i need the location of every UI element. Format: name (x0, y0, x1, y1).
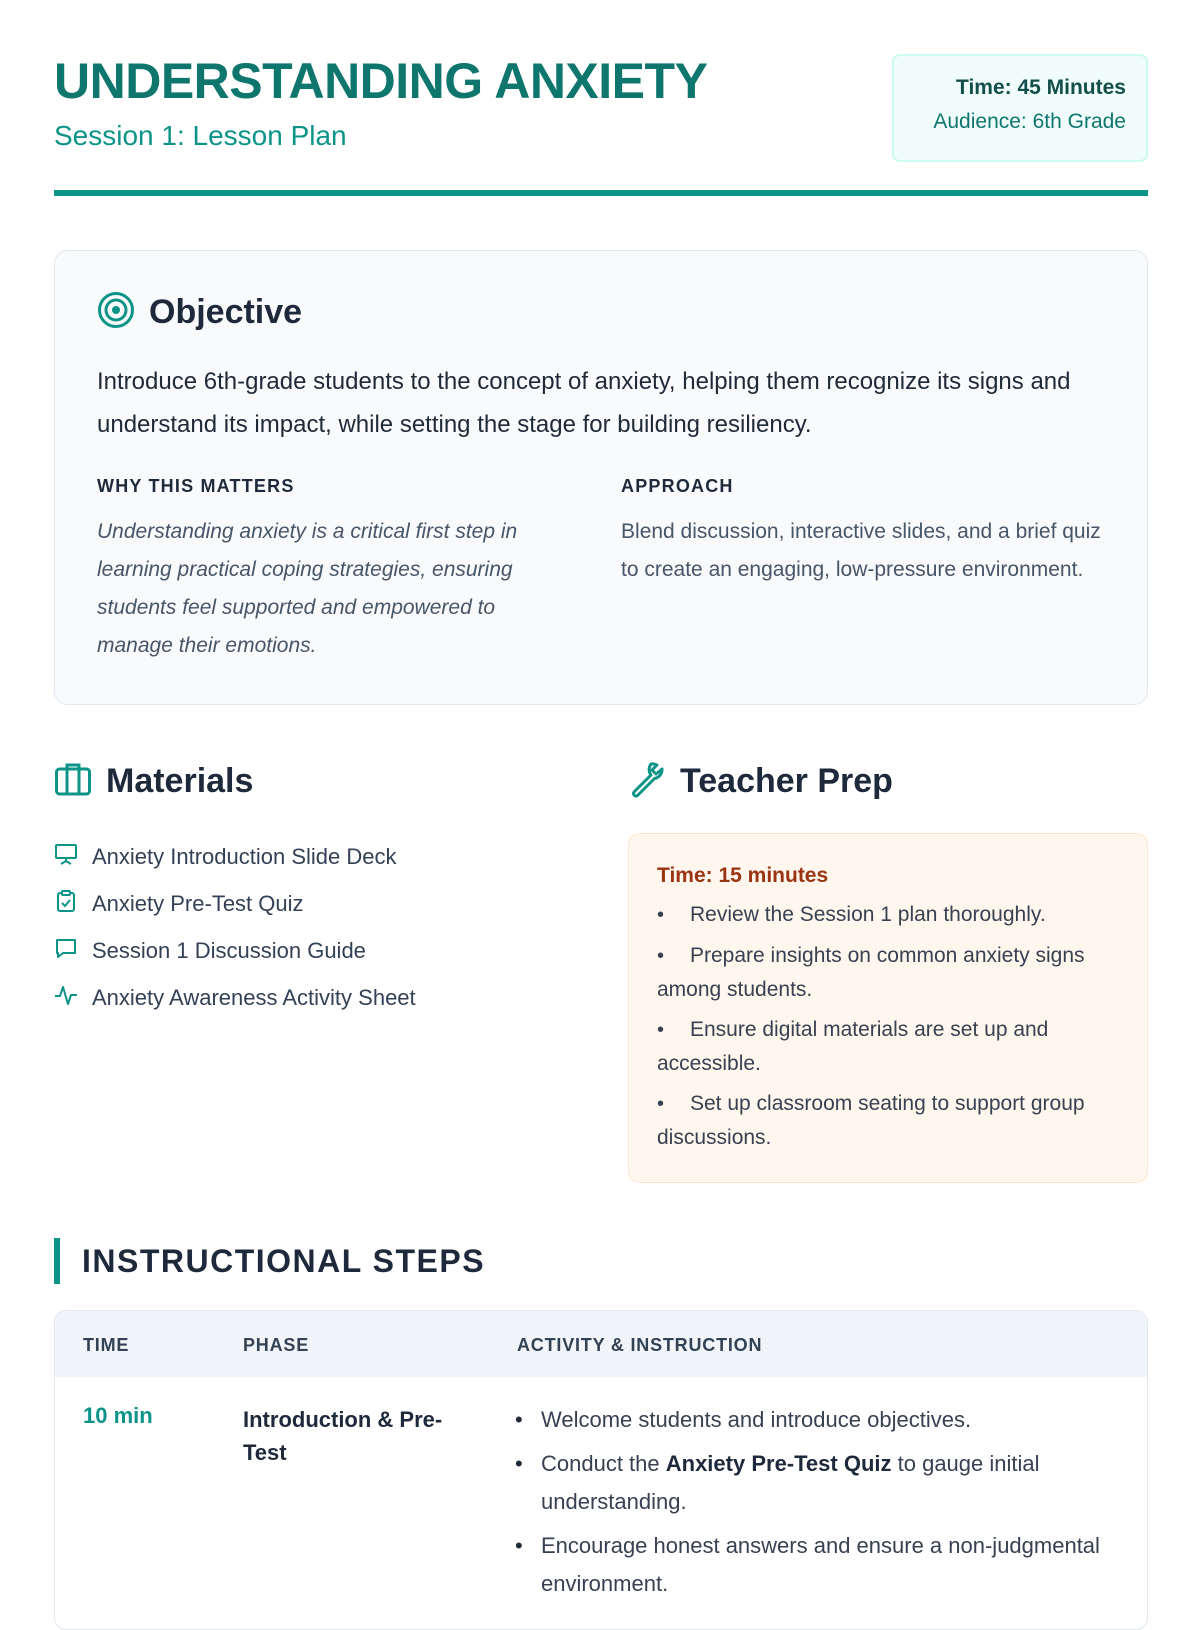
approach-text: Blend discussion, interactive slides, and a brief quiz to create an engaging, low-pressure environment. (621, 520, 1101, 581)
why-this-matters (97, 476, 566, 665)
list-item (515, 1445, 1115, 1521)
page-subtitle: Session 1: Lesson Plan (54, 120, 347, 151)
activity-text: Welcome students and introduce objectives. (541, 1407, 972, 1432)
list-item (515, 1527, 1115, 1603)
list-item: • Review the Session 1 plan thoroughly. (657, 903, 1046, 926)
step-activities (515, 1401, 1115, 1609)
clipboard-check-icon (54, 889, 78, 919)
prep-item-text: Review the Session 1 plan thoroughly. (690, 903, 1046, 926)
session-meta-box (892, 54, 1148, 162)
prep-item-text: Ensure digital materials are set up and accessible. (657, 1018, 1049, 1075)
page-title: UNDERSTANDING ANXIETY (54, 53, 708, 109)
section-accent-bar (54, 1238, 60, 1284)
header (54, 0, 1148, 198)
session-audience: Audience: 6th Grade (933, 110, 1126, 133)
list-item (54, 880, 574, 927)
list-item (54, 927, 574, 974)
steps-table (54, 1310, 1148, 1630)
why-label: WHY THIS MATTERS (97, 476, 295, 496)
instructional-steps-header (54, 1238, 485, 1284)
teacher-prep-heading: Teacher Prep (680, 762, 893, 800)
materials-heading: Materials (106, 762, 254, 800)
approach (621, 476, 1105, 665)
material-label: Anxiety Awareness Activity Sheet (92, 984, 416, 1010)
briefcase-icon (54, 760, 92, 803)
material-label: Anxiety Introduction Slide Deck (92, 843, 397, 869)
activity-list (515, 1401, 1115, 1603)
material-label: Session 1 Discussion Guide (92, 937, 366, 963)
table-header (55, 1311, 1147, 1377)
step-phase: Introduction & Pre-Test (243, 1407, 443, 1465)
list-item (515, 1401, 1115, 1439)
list-item: • Prepare insights on common anxiety signs among students. (657, 944, 1085, 1001)
prep-list (657, 898, 1119, 1154)
activity-text: Encourage honest answers and ensure a non-judgmental environment. (541, 1533, 1100, 1596)
list-item: • Ensure digital materials are set up and accessible. (657, 1018, 1049, 1075)
header-divider (54, 190, 1148, 196)
list-item: • Set up classroom seating to support group discussions. (657, 1092, 1085, 1149)
activity-pulse-icon (54, 983, 78, 1013)
activity-text: to gauge initial understanding. (541, 1451, 1040, 1514)
materials-list (54, 833, 574, 1021)
presentation-icon (54, 842, 78, 872)
instructional-steps-heading: INSTRUCTIONAL STEPS (82, 1242, 486, 1279)
activity-emphasis: Anxiety Pre-Test Quiz (665, 1451, 892, 1476)
materials-header (54, 760, 574, 803)
wrench-icon (628, 760, 666, 803)
objective-header (97, 291, 1105, 334)
prep-item-text: Set up classroom seating to support group discussions. (657, 1092, 1085, 1149)
prep-item-text: Prepare insights on common anxiety signs among students. (657, 944, 1085, 1001)
why-text: Understanding anxiety is a critical first step in learning practical coping strategies, ensuring students feel supported and empowered to manage their emotions. (97, 520, 518, 657)
teacher-prep-box (628, 833, 1148, 1183)
teacher-prep-header (628, 760, 1148, 803)
list-item (54, 974, 574, 1021)
column-header-phase: PHASE (243, 1335, 310, 1355)
column-header-activity: ACTIVITY & INSTRUCTION (517, 1335, 763, 1355)
objective-details (97, 476, 1105, 665)
target-icon (97, 291, 135, 334)
objective-heading: Objective (149, 293, 303, 331)
objective-text: Introduce 6th-grade students to the concept of anxiety, helping them recognize its signs and understand its impact, while setting the stage for building resiliency. (97, 368, 1071, 438)
chat-bubble-icon (54, 936, 78, 966)
material-label: Anxiety Pre-Test Quiz (92, 890, 304, 916)
approach-label: APPROACH (621, 476, 734, 496)
session-time: Time: 45 Minutes (956, 76, 1126, 99)
objective-card (54, 250, 1148, 705)
prep-time: Time: 15 minutes (657, 864, 829, 887)
step-time: 10 min (83, 1403, 153, 1428)
activity-text: Conduct the (541, 1451, 666, 1476)
lesson-plan-page (54, 0, 1148, 1596)
teacher-prep-section (628, 760, 1148, 1183)
list-item (54, 833, 574, 880)
column-header-time: TIME (83, 1335, 130, 1355)
materials-section (54, 760, 574, 1021)
